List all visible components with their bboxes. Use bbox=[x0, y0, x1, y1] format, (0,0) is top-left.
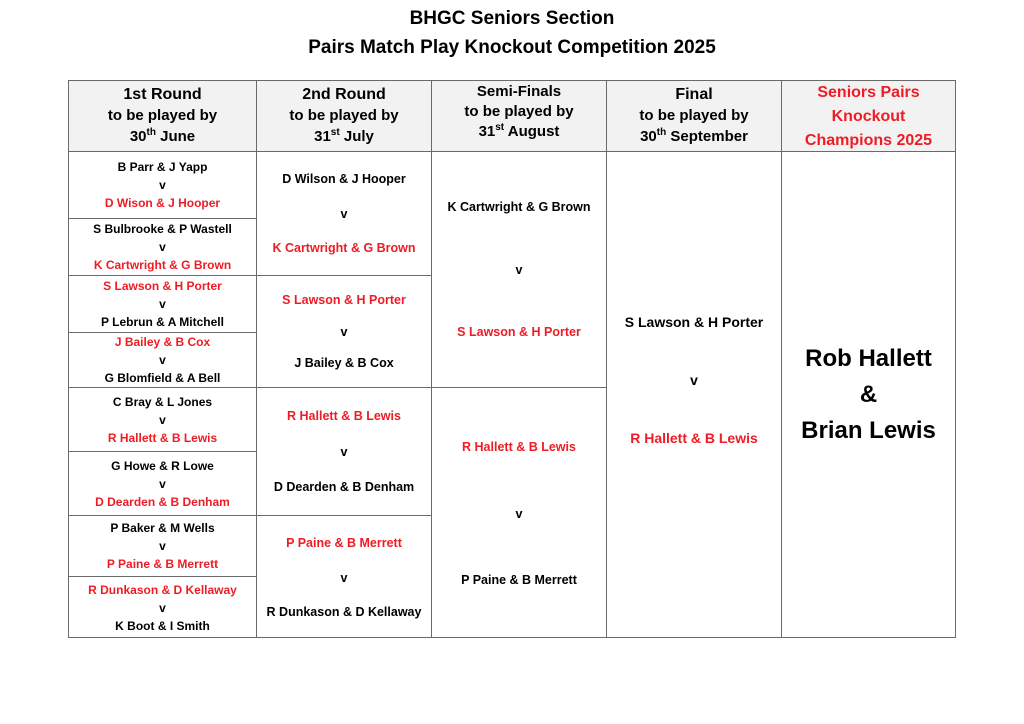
versus-label: v bbox=[159, 539, 166, 553]
final-column bbox=[607, 152, 782, 637]
versus-label: v bbox=[340, 444, 348, 459]
round2-team-a: D Wilson & J Hooper bbox=[282, 172, 406, 187]
semi-team-a: K Cartwright & G Brown bbox=[447, 200, 591, 215]
versus-label: v bbox=[690, 372, 698, 388]
champions-names: Rob Hallett & Brian Lewis bbox=[801, 344, 936, 444]
round1-team-a: R Dunkason & D Kellaway bbox=[88, 583, 237, 597]
round1-team-b: P Paine & B Merrett bbox=[106, 557, 219, 571]
final-team-a: S Lawson & H Porter bbox=[624, 314, 764, 330]
round2-match bbox=[257, 516, 431, 639]
versus-label: v bbox=[159, 476, 166, 491]
round1-match bbox=[69, 452, 256, 516]
round1-team-b: G Blomfield & A Bell bbox=[104, 371, 221, 385]
header-semi-finals: Semi-Finals to be played by 31st August bbox=[432, 81, 607, 152]
round2-match bbox=[257, 152, 431, 276]
versus-label: v bbox=[340, 324, 348, 339]
round2-team-b: R Dunkason & D Kellaway bbox=[266, 604, 422, 619]
round2-team-b: J Bailey & B Cox bbox=[294, 355, 394, 370]
final-team-b: R Hallett & B Lewis bbox=[630, 430, 758, 446]
round2-team-a: P Paine & B Merrett bbox=[286, 536, 402, 551]
round2-column bbox=[257, 152, 432, 637]
round1-match bbox=[69, 577, 256, 639]
round1-team-a: P Baker & M Wells bbox=[110, 521, 215, 535]
semi-finals-column bbox=[432, 152, 607, 637]
final-match bbox=[607, 152, 781, 637]
versus-label: v bbox=[159, 240, 166, 254]
round1-match bbox=[69, 388, 256, 452]
round2-team-b: K Cartwright & G Brown bbox=[272, 240, 416, 255]
round1-match bbox=[69, 333, 256, 388]
round1-team-a: G Howe & R Lowe bbox=[111, 458, 214, 473]
versus-label: v bbox=[340, 570, 348, 585]
versus-label: v bbox=[159, 601, 166, 615]
round1-team-a: S Lawson & H Porter bbox=[103, 279, 222, 293]
semi-match bbox=[432, 152, 606, 388]
round2-match bbox=[257, 388, 431, 516]
round1-column bbox=[69, 152, 257, 637]
header-final: Final to be played by 30th September bbox=[607, 81, 782, 152]
header-round2: 2nd Round to be played by 31st July bbox=[257, 81, 432, 152]
page-subtitle: Pairs Match Play Knockout Competition 2025 bbox=[308, 37, 716, 58]
versus-label: v bbox=[515, 262, 523, 277]
round1-team-b: K Cartwright & G Brown bbox=[93, 258, 232, 272]
semi-team-b: P Paine & B Merrett bbox=[461, 572, 577, 587]
round1-team-b: R Hallett & B Lewis bbox=[107, 430, 218, 445]
round2-match bbox=[257, 276, 431, 388]
versus-label: v bbox=[159, 297, 166, 311]
round2-team-a: R Hallett & B Lewis bbox=[287, 409, 401, 424]
round2-team-b: D Dearden & B Denham bbox=[273, 479, 415, 494]
round1-team-a: C Bray & L Jones bbox=[112, 394, 213, 409]
round1-team-a: S Bulbrooke & P Wastell bbox=[93, 222, 232, 236]
round1-team-b: D Wison & J Hooper bbox=[104, 196, 221, 210]
semi-match bbox=[432, 388, 606, 639]
versus-label: v bbox=[159, 353, 166, 367]
header-round1: 1st Round to be played by 30th June bbox=[69, 81, 257, 152]
champions-column bbox=[782, 152, 955, 637]
round1-match bbox=[69, 516, 256, 577]
versus-label: v bbox=[159, 412, 166, 427]
round1-match bbox=[69, 219, 256, 276]
semi-team-b: S Lawson & H Porter bbox=[457, 324, 581, 339]
round1-team-a: J Bailey & B Cox bbox=[114, 335, 211, 349]
round1-team-b: D Dearden & B Denham bbox=[95, 494, 230, 509]
header-champions: Seniors Pairs Knockout Champions 2025 bbox=[782, 81, 955, 152]
round1-match bbox=[69, 276, 256, 333]
versus-label: v bbox=[159, 178, 166, 192]
versus-label: v bbox=[340, 206, 348, 221]
round1-team-b: P Lebrun & A Mitchell bbox=[101, 315, 224, 329]
semi-team-a: R Hallett & B Lewis bbox=[462, 440, 576, 455]
round2-team-a: S Lawson & H Porter bbox=[282, 293, 406, 308]
page-title: BHGC Seniors Section bbox=[409, 8, 615, 29]
round1-team-b: K Boot & I Smith bbox=[115, 619, 210, 633]
knockout-table bbox=[68, 80, 956, 638]
round1-match bbox=[69, 152, 256, 219]
round1-team-a: B Parr & J Yapp bbox=[117, 160, 208, 174]
versus-label: v bbox=[515, 506, 523, 521]
